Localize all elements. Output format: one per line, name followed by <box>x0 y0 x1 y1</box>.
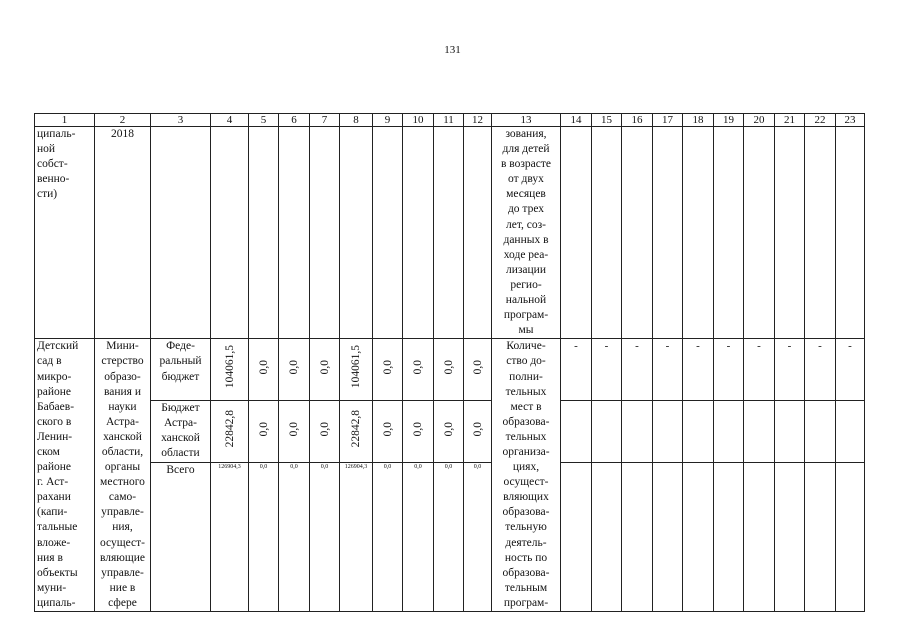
regional-value: 0,0 <box>318 421 331 436</box>
table-row-federal <box>35 339 865 400</box>
column-header: 5 <box>249 114 279 127</box>
column-header: 7 <box>310 114 340 127</box>
header-row <box>35 114 865 127</box>
regional-value: 0,0 <box>257 421 270 436</box>
column-header: 4 <box>211 114 249 127</box>
regional-value: 22842,8 <box>223 410 236 448</box>
dash-cell: - <box>592 339 622 400</box>
federal-value: 0,0 <box>318 359 331 375</box>
page-number: 131 <box>444 44 461 56</box>
budget-table <box>34 113 865 612</box>
column-header: 18 <box>683 114 714 127</box>
dash-cell: - <box>683 339 714 400</box>
dash-cell: - <box>714 339 744 400</box>
federal-value: 0,0 <box>288 359 300 375</box>
regional-value: 0,0 <box>381 421 394 436</box>
regional-value: 0,0 <box>442 421 455 436</box>
dash-cell: - <box>805 339 836 400</box>
total-value: 0,0 <box>414 464 422 471</box>
total-value: 0,0 <box>320 464 329 471</box>
column-header: 1 <box>35 114 95 127</box>
indicator-cont: зования, для детей в возрасте от двух месяцев до трех лет, соз- данных в ходе реа- лизации регио- нальной програм- мы <box>492 127 561 339</box>
dash-cell: - <box>836 339 865 400</box>
column-header: 3 <box>151 114 211 127</box>
object-name: Детский сад в микро- районе Бабаев- ского в Ленин- ском районе г. Аст- рахани (капи- тальные вложе- ния в объекты муни- ципаль- <box>35 339 95 612</box>
total-value: 126904,3 <box>218 464 241 471</box>
column-header: 13 <box>492 114 561 127</box>
total-value: 126904,3 <box>344 464 368 471</box>
column-header: 15 <box>592 114 622 127</box>
column-header: 9 <box>373 114 403 127</box>
total-value: 0,0 <box>444 464 453 471</box>
federal-value: 0,0 <box>381 359 394 375</box>
total-value: 0,0 <box>473 464 482 471</box>
dash-cell: - <box>775 339 805 400</box>
regional-value: 0,0 <box>288 421 300 436</box>
column-header: 22 <box>805 114 836 127</box>
funding-source-total: Всего <box>151 463 211 612</box>
dash-cell: - <box>653 339 683 400</box>
executor: Мини- стерство образо- вания и науки Астра- ханской области, органы местного само- управле- ния, осущест- вляющие управле- ние в сфере <box>95 339 151 612</box>
column-header: 12 <box>464 114 492 127</box>
regional-value: 0,0 <box>471 421 484 436</box>
funding-source-federal: Феде- ральный бюджет <box>151 339 211 400</box>
column-header: 23 <box>836 114 865 127</box>
indicator: Количе- ство до- полни- тельных мест в образова- тельных организа- циях, осущест- вляющих образова- тельную деятель- ность по образова- тельным програм- <box>492 339 561 612</box>
column-header: 6 <box>279 114 310 127</box>
regional-value: 22842,8 <box>350 410 362 448</box>
object-name-cont: ципаль- ной собст- венно- сти) <box>35 127 95 339</box>
federal-value: 0,0 <box>412 359 424 375</box>
dash-cell: - <box>622 339 653 400</box>
federal-value: 104061,5 <box>350 345 362 389</box>
dash-cell: - <box>561 339 592 400</box>
column-header: 14 <box>561 114 592 127</box>
total-value: 0,0 <box>383 464 392 471</box>
column-header: 17 <box>653 114 683 127</box>
column-header: 19 <box>714 114 744 127</box>
table-row-regional <box>35 400 865 463</box>
regional-value: 0,0 <box>412 421 424 436</box>
year-cell: 2018 <box>95 127 151 339</box>
column-header: 11 <box>434 114 464 127</box>
federal-value: 0,0 <box>257 359 270 375</box>
total-value: 0,0 <box>259 464 268 471</box>
column-header: 20 <box>744 114 775 127</box>
federal-value: 0,0 <box>442 359 455 375</box>
column-header: 2 <box>95 114 151 127</box>
column-header: 8 <box>340 114 373 127</box>
column-header: 10 <box>403 114 434 127</box>
column-header: 21 <box>775 114 805 127</box>
funding-source-regional: Бюджет Астра- ханской области <box>151 400 211 463</box>
total-value: 0,0 <box>290 464 298 471</box>
federal-value: 0,0 <box>471 359 484 375</box>
column-header: 16 <box>622 114 653 127</box>
table-row <box>35 127 865 339</box>
federal-value: 104061,5 <box>223 345 236 389</box>
dash-cell: - <box>744 339 775 400</box>
table-row-total <box>35 463 865 612</box>
